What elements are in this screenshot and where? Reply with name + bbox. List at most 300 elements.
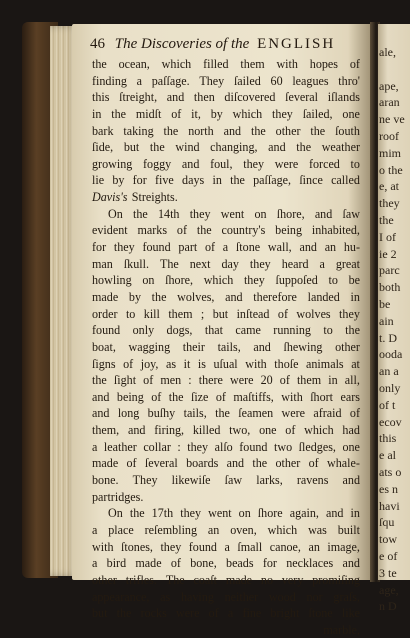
- word: found: [92, 323, 121, 338]
- facing-line: ats o: [379, 464, 402, 479]
- text-line: [92, 422, 360, 439]
- word: all,: [344, 373, 360, 388]
- text-line: [92, 356, 360, 373]
- facing-line: mim: [379, 145, 402, 160]
- text-line: [92, 156, 360, 173]
- word: They: [199, 73, 225, 88]
- word: it,: [191, 106, 201, 121]
- text-line: [92, 289, 360, 306]
- word: but: [123, 140, 140, 155]
- facing-line: es n: [379, 481, 398, 496]
- word: ſince: [299, 173, 323, 188]
- word: the: [250, 123, 266, 138]
- facing-line: t. D: [379, 330, 397, 345]
- word: of: [170, 556, 181, 571]
- word: uſual: [213, 356, 238, 371]
- word: finding: [92, 73, 127, 88]
- word: there: [198, 373, 223, 388]
- word: with: [92, 539, 114, 554]
- word: the: [230, 173, 245, 188]
- word: and: [127, 423, 146, 438]
- word: of: [176, 223, 187, 238]
- word: the: [168, 389, 184, 404]
- word: bone.: [92, 473, 119, 488]
- word: inſtead: [236, 306, 270, 321]
- word: ſtone: [235, 240, 261, 255]
- word: ocean,: [118, 57, 150, 71]
- word: two: [273, 439, 293, 454]
- word: this: [92, 90, 110, 105]
- word: they: [339, 306, 360, 321]
- facing-line: e of: [379, 548, 398, 563]
- word: the: [129, 506, 145, 521]
- word: they: [249, 256, 271, 271]
- word: wagging: [128, 339, 171, 354]
- facing-line: havi: [379, 498, 400, 513]
- word: which: [304, 423, 334, 438]
- word: which: [232, 106, 263, 121]
- word: the: [310, 123, 326, 138]
- word: only: [132, 323, 155, 338]
- word: ſigns: [92, 356, 116, 371]
- word: ſight: [113, 373, 137, 388]
- word: in: [350, 289, 360, 304]
- word: ſhort: [310, 389, 334, 404]
- word: collar: [143, 439, 171, 454]
- facing-line: ſqu: [379, 515, 395, 530]
- word: the: [92, 57, 107, 71]
- word: in: [328, 373, 338, 388]
- word: The: [159, 256, 179, 271]
- word: one: [259, 423, 277, 438]
- facing-line: ne ve: [379, 112, 405, 127]
- word: five: [155, 173, 174, 188]
- word: they: [243, 156, 265, 171]
- word: ſledges,: [298, 439, 336, 454]
- word: wind: [175, 140, 200, 155]
- word: ſhore: [257, 506, 283, 521]
- word: no: [260, 572, 274, 587]
- word: of: [349, 57, 360, 71]
- facing-page: [378, 24, 410, 614]
- word: made: [135, 556, 162, 571]
- word: country's: [221, 223, 266, 238]
- word: the: [111, 106, 127, 121]
- facing-line: of t: [379, 397, 396, 412]
- word: but: [92, 606, 108, 621]
- word: the: [252, 456, 268, 471]
- facing-page-text: [379, 44, 407, 615]
- word: being: [275, 223, 303, 238]
- word: and: [268, 140, 286, 155]
- word: other: [335, 339, 360, 354]
- word: on: [238, 506, 251, 521]
- word: larks,: [256, 473, 283, 488]
- word: the: [296, 140, 312, 155]
- word: a: [319, 256, 325, 271]
- word: of: [143, 373, 154, 388]
- word: joy,: [140, 356, 159, 371]
- word: 17th: [151, 506, 174, 521]
- facing-line: roof: [379, 128, 399, 143]
- text-line: [92, 339, 360, 356]
- word: of: [308, 456, 319, 471]
- word: having: [180, 589, 214, 604]
- word: and: [223, 123, 242, 138]
- word: 60: [270, 73, 283, 88]
- word: the: [132, 206, 148, 221]
- word: the: [116, 606, 132, 621]
- word: which: [203, 273, 234, 288]
- word: paſſage.: [151, 73, 190, 88]
- word: other: [275, 456, 301, 471]
- word: they: [187, 439, 209, 454]
- word: them: [168, 306, 193, 321]
- word: ſize: [190, 389, 209, 404]
- word: 14th: [157, 206, 180, 221]
- word: :: [188, 373, 192, 388]
- word: leagues: [292, 73, 329, 88]
- word: a: [222, 240, 229, 255]
- word: promiſing: [312, 572, 360, 587]
- word: oven,: [230, 522, 257, 537]
- word: ſkull.: [123, 256, 149, 271]
- word: them: [240, 57, 265, 71]
- text-line: [92, 239, 360, 256]
- facing-line: n D: [379, 599, 397, 614]
- word: thoſe: [274, 356, 299, 371]
- word: Streights.: [131, 190, 178, 205]
- word: a: [92, 439, 98, 454]
- text-line: [92, 389, 360, 406]
- word: image,: [327, 539, 360, 554]
- word: wolves,: [177, 289, 215, 304]
- facing-line: I of: [379, 229, 396, 244]
- word: they: [243, 273, 265, 288]
- word: man: [92, 256, 113, 271]
- word: On: [108, 206, 123, 221]
- word: landed: [307, 289, 340, 304]
- word: part: [178, 240, 198, 255]
- word: them: [296, 373, 322, 388]
- word: wall,: [267, 240, 292, 255]
- word: hopes: [309, 57, 338, 71]
- word: lie: [92, 173, 105, 188]
- word: partridges.: [92, 489, 144, 504]
- word: a: [224, 539, 230, 554]
- text-line: [92, 56, 360, 73]
- word: and: [226, 456, 245, 471]
- word: beads: [226, 556, 254, 571]
- word: of: [171, 106, 182, 121]
- word: which: [161, 57, 192, 71]
- word: one: [342, 439, 360, 454]
- word: likewiſe: [171, 473, 211, 488]
- word: On: [108, 506, 123, 521]
- text-line: [92, 256, 360, 273]
- word: Davis's: [92, 190, 128, 205]
- word: marks: [137, 223, 168, 238]
- word: made: [92, 456, 119, 471]
- facing-line: ale,: [379, 45, 396, 59]
- facing-line: an a: [379, 364, 399, 379]
- word: 20: [260, 373, 273, 388]
- running-title: The Discoveries of the: [114, 36, 250, 52]
- word: and: [342, 556, 360, 571]
- word: came: [235, 323, 261, 338]
- word: and: [181, 156, 200, 171]
- word: and: [325, 506, 344, 521]
- word: next: [189, 256, 211, 271]
- text-line: [92, 106, 360, 123]
- word: ears: [340, 389, 360, 404]
- facing-line: e al: [379, 448, 396, 463]
- word: bird: [106, 556, 127, 571]
- word: an: [207, 522, 220, 537]
- word: reſembling: [144, 522, 198, 537]
- text-line: [92, 272, 360, 289]
- word: weather: [321, 140, 360, 155]
- word: bone,: [190, 556, 217, 571]
- word: of: [349, 406, 360, 421]
- facing-line: [379, 61, 407, 78]
- word: had: [342, 423, 360, 438]
- word: dogs,: [166, 323, 193, 338]
- facing-line: age,: [379, 582, 399, 597]
- word: canoe,: [269, 539, 301, 554]
- word: of: [204, 240, 216, 255]
- word: other: [275, 123, 301, 138]
- word: ſeveral: [285, 90, 319, 105]
- text-line: [92, 522, 360, 539]
- word: to: [323, 323, 333, 338]
- word: whale-: [327, 456, 360, 471]
- word: for: [132, 173, 147, 188]
- word: the: [345, 323, 360, 338]
- word: fine: [242, 606, 262, 621]
- word: of: [126, 456, 137, 471]
- running-head: [90, 36, 358, 56]
- word: as: [160, 589, 171, 604]
- word: foggy: [143, 156, 172, 171]
- word: bark: [92, 123, 114, 138]
- word: ;: [200, 306, 205, 321]
- word: were: [274, 156, 299, 171]
- word: taking: [123, 123, 154, 138]
- word: they: [272, 106, 293, 121]
- text-line: [92, 139, 360, 156]
- facing-line: be: [379, 296, 391, 311]
- word: the: [151, 289, 167, 304]
- word: wood: [268, 589, 296, 604]
- word: ſeamen: [238, 406, 274, 421]
- facing-line: ecov: [379, 414, 402, 429]
- word: went: [220, 206, 245, 221]
- word: they: [160, 539, 182, 554]
- word: ſaw: [342, 206, 360, 221]
- word: were: [175, 606, 200, 621]
- text-line: [92, 539, 360, 556]
- word: a: [92, 556, 98, 571]
- page-number: 46: [90, 36, 105, 52]
- word: alſo: [214, 439, 233, 454]
- text-line: [92, 306, 360, 323]
- facing-line: parc: [379, 263, 400, 278]
- text-line: [92, 622, 360, 638]
- word: and: [253, 339, 271, 354]
- word: that: [204, 323, 223, 338]
- text-line: [92, 222, 360, 239]
- word: firing,: [154, 423, 185, 438]
- word: ravens: [296, 473, 329, 488]
- word: by: [112, 173, 125, 188]
- word: heard: [281, 256, 309, 271]
- word: found: [188, 539, 217, 554]
- word: with: [281, 389, 303, 404]
- word: ſeveral: [144, 456, 178, 471]
- word: being: [116, 389, 144, 404]
- word: wolves: [296, 306, 331, 321]
- word: like: [341, 606, 360, 621]
- facing-line: tow: [379, 532, 397, 547]
- word: graſs,: [333, 589, 360, 604]
- word: :: [177, 439, 181, 454]
- word: changing,: [210, 140, 258, 155]
- word: ſouth: [335, 123, 360, 138]
- facing-line: this: [379, 431, 397, 446]
- word: ſtone: [308, 606, 333, 621]
- word: therefore: [253, 289, 297, 304]
- facing-line: only: [379, 380, 401, 395]
- facing-line: they: [379, 196, 400, 211]
- word: then: [193, 90, 215, 105]
- word: nor: [306, 589, 323, 604]
- word: day: [221, 256, 239, 271]
- word: kill: [143, 306, 160, 321]
- word: animals: [306, 356, 344, 371]
- word: by: [128, 289, 141, 304]
- word: on: [142, 273, 155, 288]
- word: in: [350, 506, 360, 521]
- word: two,: [229, 423, 251, 438]
- word: forced: [308, 156, 340, 171]
- facing-line: o the: [379, 162, 403, 177]
- word: order: [92, 306, 118, 321]
- word: be: [348, 273, 360, 288]
- word: were: [229, 373, 254, 388]
- word: ſailed,: [302, 106, 333, 121]
- word: appearance,: [92, 589, 150, 604]
- word: made: [92, 289, 119, 304]
- body-text: [92, 56, 360, 638]
- word: found: [239, 439, 268, 454]
- word: ſailed: [233, 73, 261, 88]
- word: of: [285, 423, 296, 438]
- word: of: [208, 606, 219, 621]
- text-line: [92, 489, 360, 506]
- word: boards: [186, 456, 219, 471]
- word: growing: [92, 156, 133, 171]
- word: and: [342, 473, 360, 488]
- word: with: [276, 57, 298, 71]
- word: north: [188, 123, 214, 138]
- word: by: [210, 106, 223, 121]
- word: ſhore,: [165, 273, 193, 288]
- word: ſhore,: [276, 206, 305, 221]
- facing-line: 3 te: [379, 565, 397, 580]
- text-line: [92, 322, 360, 339]
- word: the: [215, 406, 230, 421]
- text-line: [92, 189, 360, 206]
- text-line: [92, 206, 360, 223]
- text-line: [92, 505, 360, 522]
- word: long: [117, 406, 140, 421]
- facing-line: ain: [379, 313, 394, 328]
- word: great: [335, 256, 360, 271]
- word: for: [262, 556, 277, 571]
- text-line: [92, 605, 360, 622]
- word: the: [149, 140, 165, 155]
- word: in: [212, 173, 222, 188]
- word: ſide,: [92, 140, 114, 155]
- word: the: [163, 123, 179, 138]
- word: running: [273, 323, 311, 338]
- word: a: [136, 73, 143, 88]
- word: and: [299, 240, 317, 255]
- word: iſlands: [327, 90, 360, 105]
- word: their: [182, 339, 205, 354]
- word: to: [125, 306, 136, 321]
- word: found: [142, 240, 171, 255]
- word: They: [132, 473, 158, 488]
- word: and: [166, 90, 185, 105]
- running-title-caps: ENGLISH: [257, 36, 336, 52]
- word: but: [212, 306, 229, 321]
- word: evident: [92, 223, 128, 238]
- word: were: [281, 406, 305, 421]
- facing-line: e, at: [379, 179, 399, 194]
- word: they: [180, 506, 202, 521]
- text-line: [92, 405, 360, 422]
- facing-line: aran: [379, 95, 400, 110]
- word: neither: [224, 589, 259, 604]
- word: diſcovered: [224, 90, 276, 105]
- word: afraid: [313, 406, 342, 421]
- word: is: [197, 356, 206, 371]
- word: a: [92, 522, 98, 537]
- word: and: [92, 389, 110, 404]
- word: boat,: [92, 339, 116, 354]
- facing-line: the: [379, 212, 394, 227]
- facing-line: ooda: [379, 347, 403, 362]
- text-line: [92, 472, 360, 489]
- facing-line: ie 2: [379, 246, 397, 261]
- word: other: [92, 572, 117, 587]
- word: coaſt: [193, 572, 217, 587]
- word: ſuppoſed: [275, 273, 318, 288]
- word: made: [225, 572, 253, 587]
- word: and: [92, 406, 110, 421]
- word: at: [351, 356, 360, 371]
- word: trifles.: [125, 572, 157, 587]
- word: very: [281, 572, 304, 587]
- word: filled: [203, 57, 229, 71]
- word: men: [160, 373, 182, 388]
- word: was: [308, 522, 327, 537]
- word: on: [254, 206, 267, 221]
- word: went: [208, 506, 232, 521]
- word: tails,: [217, 339, 241, 354]
